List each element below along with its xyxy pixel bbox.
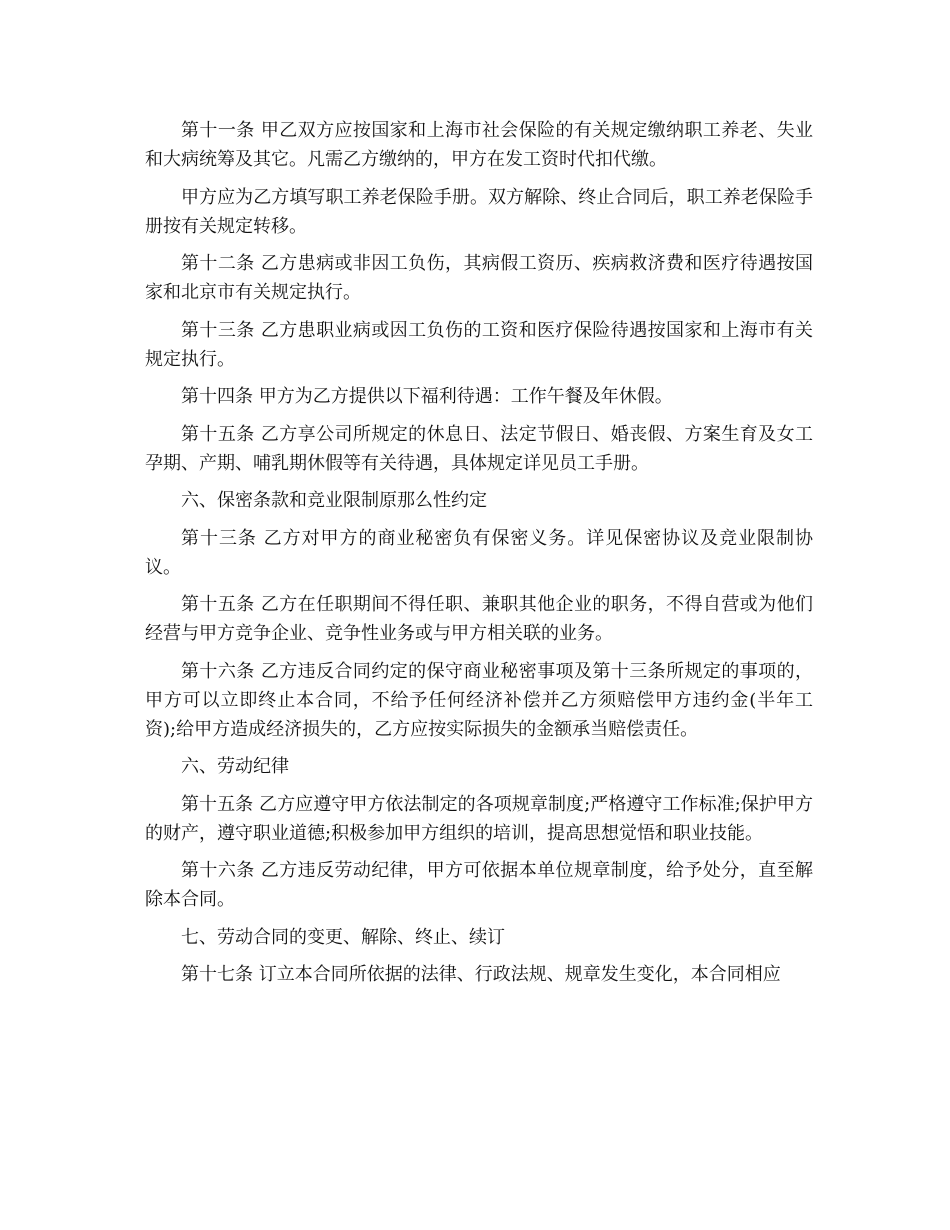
paragraph-article-17: 第十七条 订立本合同所依据的法律、行政法规、规章发生变化，本合同相应 [181,964,781,985]
paragraph-discipline-article-16: 第十六条 乙方违反劳动纪律，甲方可依据本单位规章制度，给予处分，直至解除本合同。 [145,860,813,910]
paragraph-confidentiality-article-13: 第十三条 乙方对甲方的商业秘密负有保密义务。详见保密协议及竞业限制协议。 [145,527,813,578]
paragraph-discipline-article-15: 第十五条 乙方应遵守甲方依法制定的各项规章制度;严格遵守工作标准;保护甲方的财产，遵守职业道德;积极参加甲方组织的培训，提高思想觉悟和职业技能。 [145,793,813,844]
paragraph-article-15: 第十五条 乙方享公司所规定的休息日、法定节假日、婚丧假、方案生育及女工孕期、产期、哺乳期休假等有关待遇，具体规定详见员工手册。 [145,423,813,474]
paragraph-article-13: 第十三条 乙方患职业病或因工负伤的工资和医疗保险待遇按国家和上海市有关规定执行。 [145,319,813,370]
document-body [145,116,813,998]
section-heading-confidentiality: 六、保密条款和竞业限制原那么性约定 [181,490,487,511]
paragraph-confidentiality-article-16: 第十六条 乙方违反合同约定的保守商业秘密事项及第十三条所规定的事项的，甲方可以立即终止本合同，不给予任何经济补偿并乙方须赔偿甲方违约金(半年工资);给甲方造成经济损失的，乙方应按实际损失的金额承当赔偿责任。 [145,660,813,740]
paragraph-confidentiality-article-15: 第十五条 乙方在任职期间不得任职、兼职其他企业的职务，不得自营或为他们经营与甲方竞争企业、竞争性业务或与甲方相关联的业务。 [145,594,813,644]
paragraph-pension-handbook: 甲方应为乙方填写职工养老保险手册。双方解除、终止合同后，职工养老保险手册按有关规定转移。 [145,186,813,237]
section-heading-contract-changes: 七、劳动合同的变更、解除、终止、续订 [181,926,505,948]
paragraph-article-11: 第十一条 甲乙双方应按国家和上海市社会保险的有关规定缴纳职工养老、失业和大病统筹及其它。凡需乙方缴纳的，甲方在发工资时代扣代缴。 [145,120,813,170]
paragraph-article-12: 第十二条 乙方患病或非因工负伤，其病假工资历、疾病救济费和医疗待遇按国家和北京市有关规定执行。 [145,253,813,303]
section-heading-labor-discipline: 六、劳动纪律 [181,756,289,777]
paragraph-article-14: 第十四条 甲方为乙方提供以下福利待遇：工作午餐及年休假。 [181,386,673,407]
